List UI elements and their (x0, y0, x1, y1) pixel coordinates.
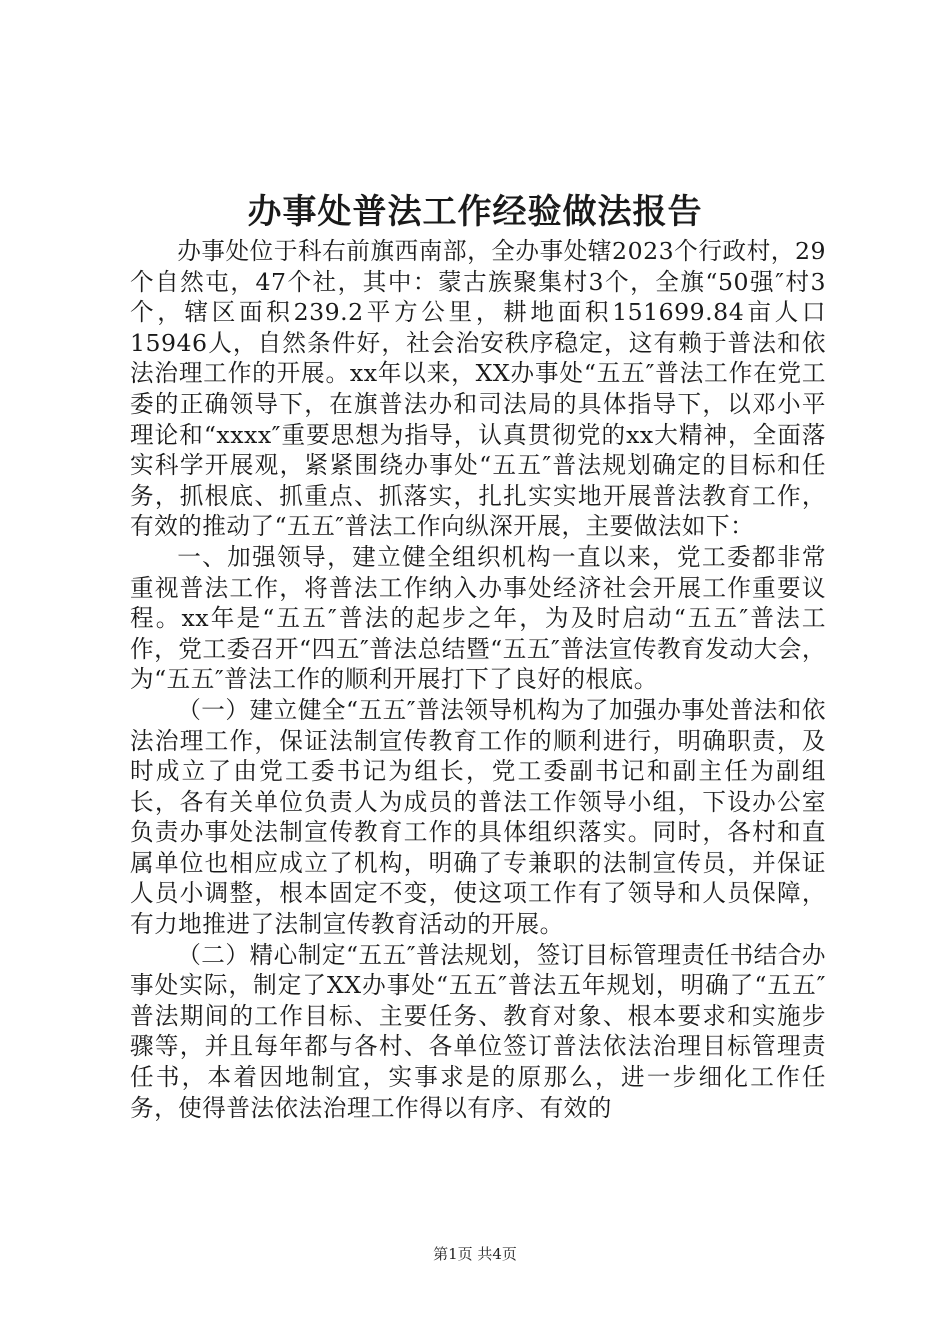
document-body (130, 236, 826, 1123)
paragraph-intro: 办事处位于科右前旗西南部，全办事处辖2023个行政村，29个自然屯，47个社，其中：蒙古族聚集村3个，全旗“50强″村3个，辖区面积239.2平方公里，耕地面积151699.84亩人口15946人，自然条件好，社会治安秩序稳定，这有赖于普法和依法治理工作的开展。xx年以来，XX办事处“五五″普法工作在党工委的正确领导下，在旗普法办和司法局的具体指导下，以邓小平理论和“xxxx″重要思想为指导，认真贯彻党的xx大精神，全面落实科学开展观，紧紧围绕办事处“五五″普法规划确定的目标和任务，抓根底、抓重点、抓落实，扎扎实实地开展普法教育工作，有效的推动了“五五″普法工作向纵深开展，主要做法如下： (130, 237, 826, 541)
page-number-footer: 第1页 共4页 (433, 1245, 517, 1263)
document-title: 办事处普法工作经验做法报告 (247, 192, 703, 232)
paragraph-subsection-1: （一）建立健全“五五″普法领导机构为了加强办事处普法和依法治理工作，保证法制宣传教育工作的顺利进行，明确职责，及时成立了由党工委书记为组长，党工委副书记和副主任为副组长，各有关单位负责人为成员的普法工作领导小组，下设办公室负责办事处法制宣传教育工作的具体组织落实。同时，各村和直属单位也相应成立了机构，明确了专兼职的法制宣传员，并保证人员小调整，根本固定不变，使这项工作有了领导和人员保障，有力地推进了法制宣传教育活动的开展。 (130, 695, 826, 939)
paragraph-subsection-2: （二）精心制定“五五″普法规划，签订目标管理责任书结合办事处实际，制定了XX办事处“五五″普法五年规划，明确了“五五″普法期间的工作目标、主要任务、教育对象、根本要求和实施步骤等，并且每年都与各村、各单位签订普法依法治理目标管理责任书，本着因地制宜，实事求是的原那么，进一步细化工作任务，使得普法依法治理工作得以有序、有效的 (130, 940, 826, 1122)
paragraph-section-1: 一、加强领导，建立健全组织机构一直以来，党工委都非常重视普法工作，将普法工作纳入办事处经济社会开展工作重要议程。xx年是“五五″普法的起步之年，为及时启动“五五″普法工作，党工委召开“四五″普法总结暨“五五″普法宣传教育发动大会，为“五五″普法工作的顺利开展打下了良好的根底。 (130, 542, 826, 694)
